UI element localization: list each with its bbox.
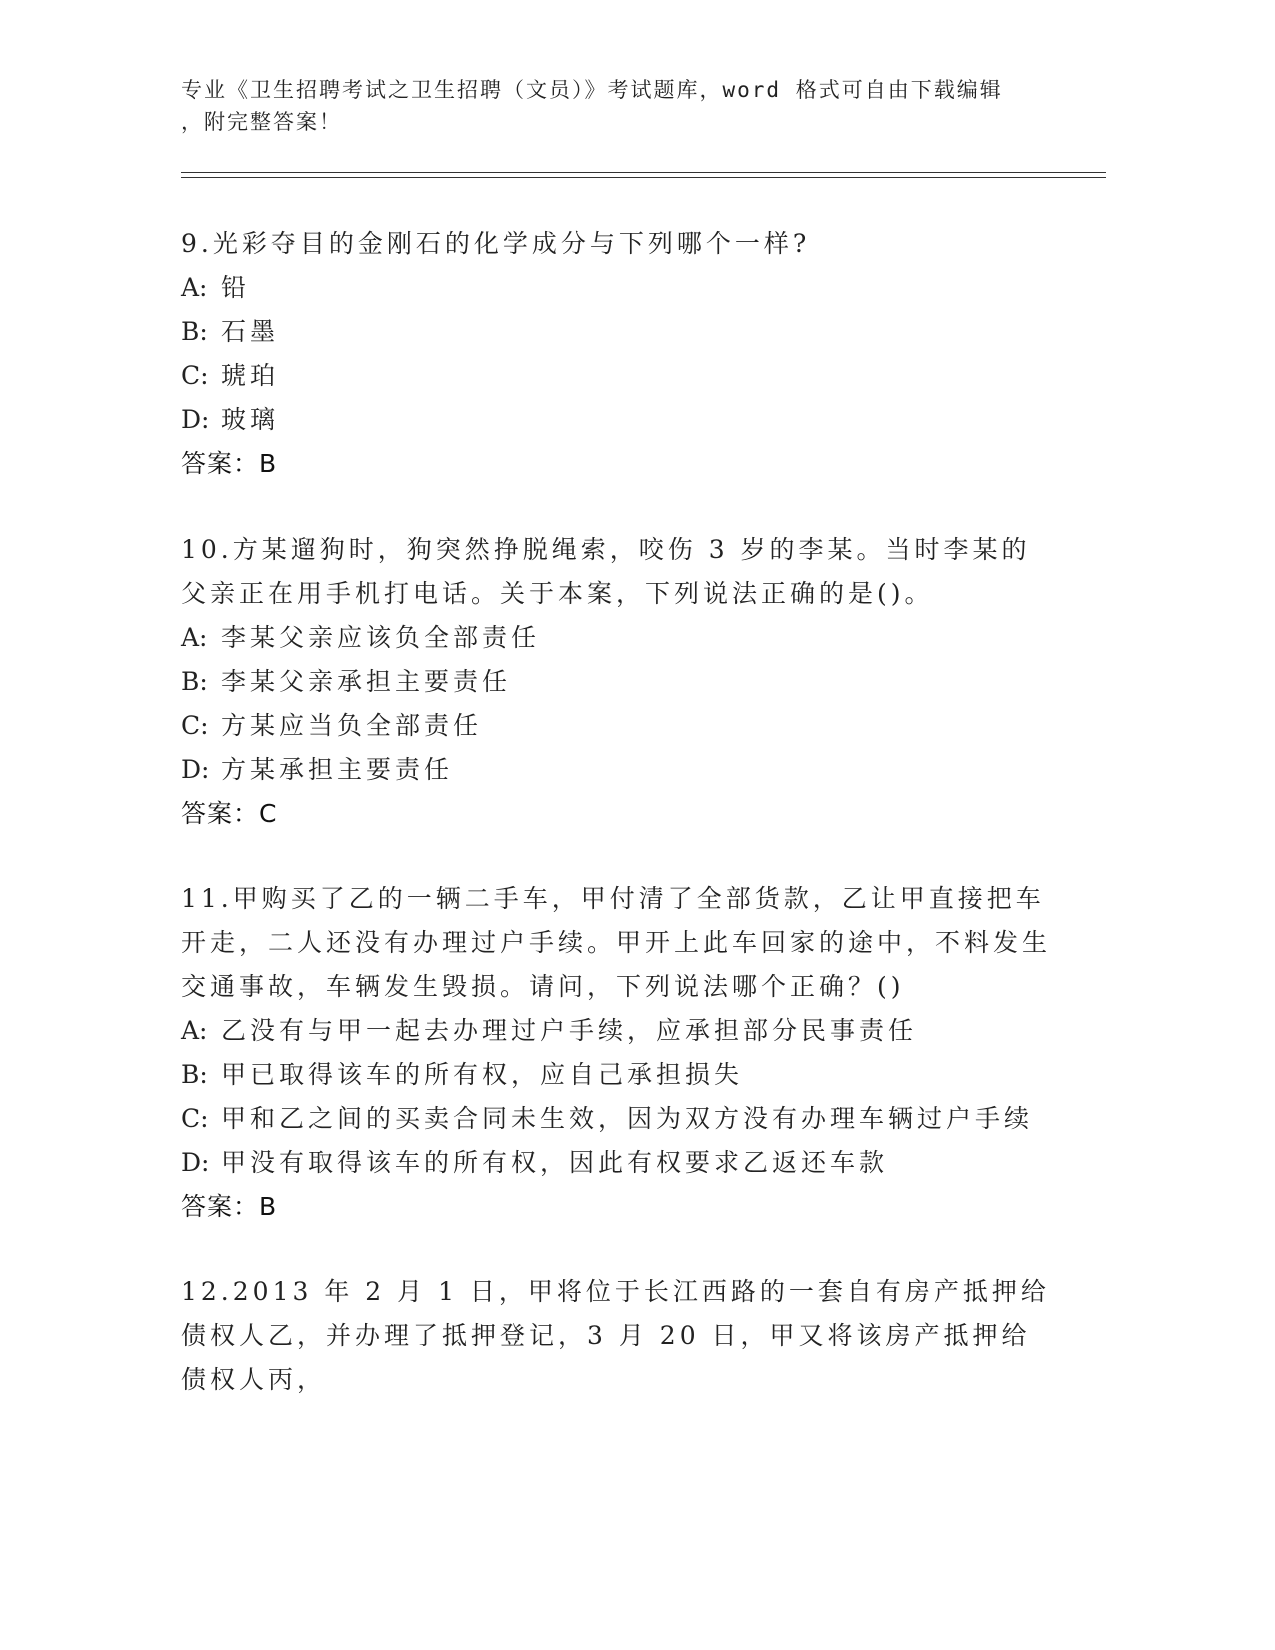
option-text: 甲和乙之间的买卖合同未生效，因为双方没有办理车辆过户手续 (221, 1104, 1034, 1133)
option-text: 甲没有取得该车的所有权，因此有权要求乙返还车款 (221, 1148, 889, 1177)
option-c (181, 1097, 1051, 1141)
option-letter: C: (181, 711, 209, 740)
option-text: 甲已取得该车的所有权，应自己承担损失 (221, 1060, 744, 1089)
option-letter: B: (181, 667, 208, 696)
option-text: 方某应当负全部责任 (221, 711, 483, 740)
document-header (181, 74, 1061, 138)
header-divider-top (181, 172, 1106, 173)
answer: 答案：C (181, 799, 278, 828)
option-b (181, 310, 1051, 354)
header-line-2: ，附完整答案！ (181, 110, 342, 134)
option-a (181, 1009, 1051, 1053)
option-letter: D: (181, 755, 210, 784)
option-letter: D: (181, 405, 210, 434)
option-c (181, 354, 1051, 398)
option-letter: A: (181, 1016, 208, 1045)
question-10 (181, 528, 1051, 836)
option-c (181, 704, 1051, 748)
option-letter: B: (181, 1060, 208, 1089)
option-a (181, 266, 1051, 310)
question-9 (181, 222, 1051, 486)
question-11 (181, 877, 1051, 1229)
header-divider-bottom (181, 177, 1106, 178)
header-line-1: 专业《卫生招聘考试之卫生招聘（文员）》考试题库，word 格式可自由下载编辑 (181, 78, 1003, 102)
answer: 答案：B (181, 449, 278, 478)
option-letter: D: (181, 1148, 210, 1177)
option-text: 乙没有与甲一起去办理过户手续，应承担部分民事责任 (221, 1016, 918, 1045)
option-letter: A: (181, 273, 208, 302)
question-12 (181, 1270, 1051, 1402)
question-text: 9.光彩夺目的金刚石的化学成分与下列哪个一样? (181, 229, 811, 258)
option-d (181, 1141, 1051, 1185)
option-text: 玻璃 (221, 405, 280, 434)
option-letter: C: (181, 361, 209, 390)
option-d (181, 398, 1051, 442)
option-text: 铅 (221, 273, 251, 302)
question-text: 12.2013 年 2 月 1 日，甲将位于长江西路的一套自有房产抵押给债权人乙，并办理了抵押登记，3 月 20 日，甲又将该房产抵押给债权人丙， (181, 1277, 1050, 1394)
option-d (181, 748, 1051, 792)
option-text: 李某父亲应该负全部责任 (221, 623, 541, 652)
option-text: 李某父亲承担主要责任 (221, 667, 512, 696)
option-text: 方某承担主要责任 (221, 755, 454, 784)
option-letter: B: (181, 317, 208, 346)
option-letter: C: (181, 1104, 209, 1133)
question-text: 10.方某遛狗时，狗突然挣脱绳索，咬伤 3 岁的李某。当时李某的父亲正在用手机打电话。关于本案，下列说法正确的是()。 (181, 535, 1031, 608)
option-text: 琥珀 (221, 361, 280, 390)
question-text: 11.甲购买了乙的一辆二手车，甲付清了全部货款，乙让甲直接把车开走，二人还没有办理过户手续。甲开上此车回家的途中，不料发生交通事故，车辆发生毁损。请问，下列说法哪个正确？() (181, 884, 1052, 1001)
option-b (181, 1053, 1051, 1097)
option-a (181, 616, 1051, 660)
answer: 答案：B (181, 1192, 278, 1221)
option-text: 石墨 (221, 317, 280, 346)
option-letter: A: (181, 623, 208, 652)
option-b (181, 660, 1051, 704)
